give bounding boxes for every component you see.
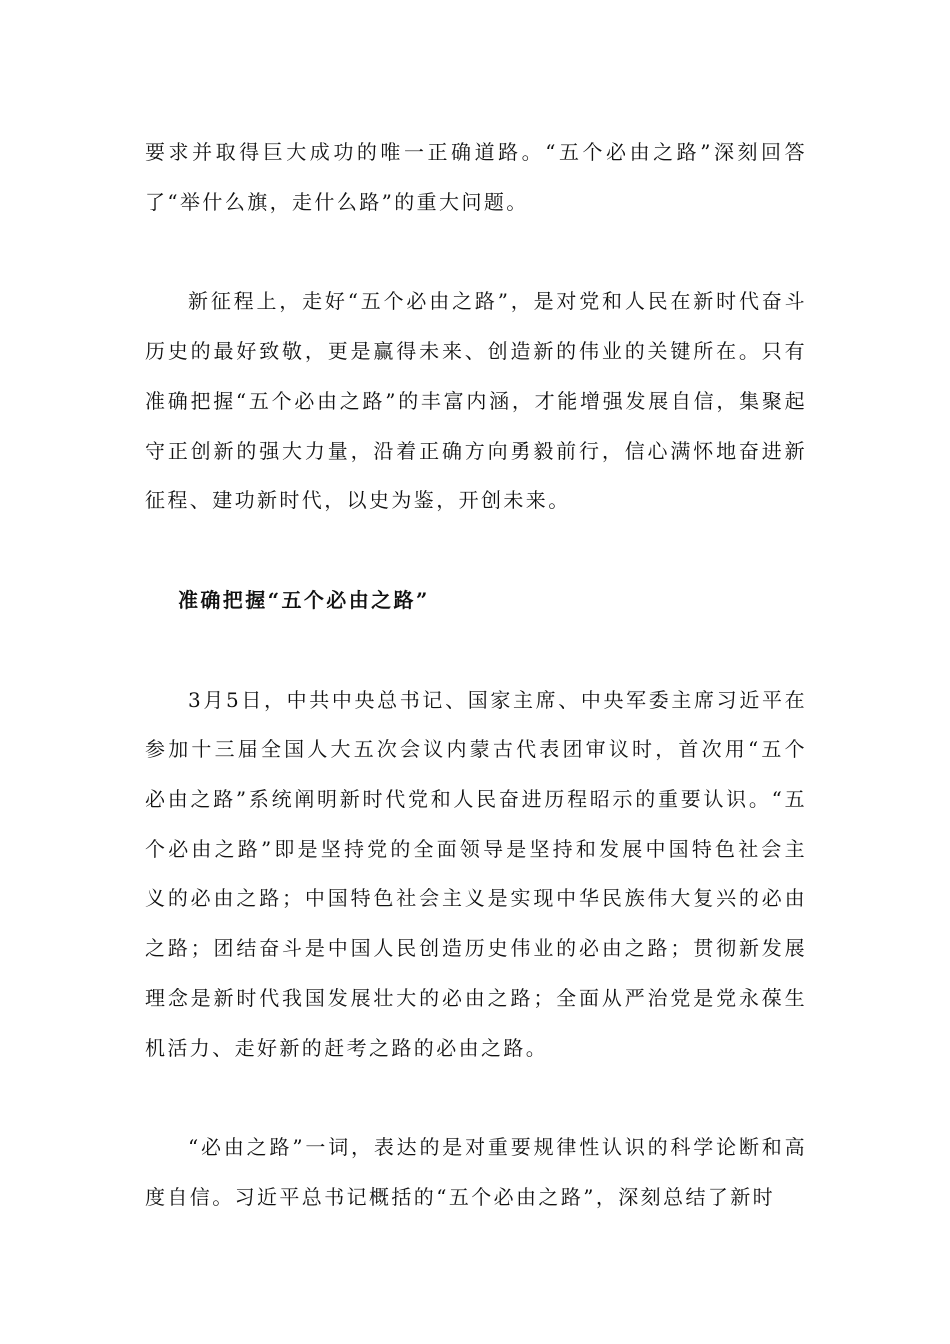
document-body [145, 128, 807, 1223]
paragraph-gap [145, 227, 807, 277]
paragraph-gap [145, 626, 807, 676]
paragraph-gap [145, 526, 807, 576]
section-heading: 准确把握“五个必由之路” [178, 587, 430, 612]
paragraph-march-5: 3月5日，中共中央总书记、国家主席、中央军委主席习近平在参加十三届全国人大五次会议内蒙古代表团审议时，首次用“五个必由之路”系统阐明新时代党和人民奋进历程昭示的重要认识。“五个必由之路”即是坚持党的全面领导是坚持和发展中国特色社会主义的必由之路；中国特色社会主义是实现中华民族伟大复兴的必由之路；团结奋斗是中国人民创造历史伟业的必由之路；贯彻新发展理念是新时代我国发展壮大的必由之路；全面从严治党是党永葆生机活力、走好新的赶考之路的必由之路。 [145, 687, 807, 1060]
paragraph-continuation: 要求并取得巨大成功的唯一正确道路。“五个必由之路”深刻回答了“举什么旗，走什么路”的重大问题。 [145, 140, 807, 214]
paragraph-must-path: “必由之路”一词，表达的是对重要规律性认识的科学论断和高度自信。习近平总书记概括的“五个必由之路”，深刻总结了新时 [145, 1135, 807, 1209]
paragraph-gap [145, 1073, 807, 1123]
paragraph-new-journey: 新征程上，走好“五个必由之路”，是对党和人民在新时代奋斗历史的最好致敬，更是赢得未来、创造新的伟业的关键所在。只有准确把握“五个必由之路”的丰富内涵，才能增强发展自信，集聚起守正创新的强大力量，沿着正确方向勇毅前行，信心满怀地奋进新征程、建功新时代，以史为鉴，开创未来。 [145, 289, 807, 513]
